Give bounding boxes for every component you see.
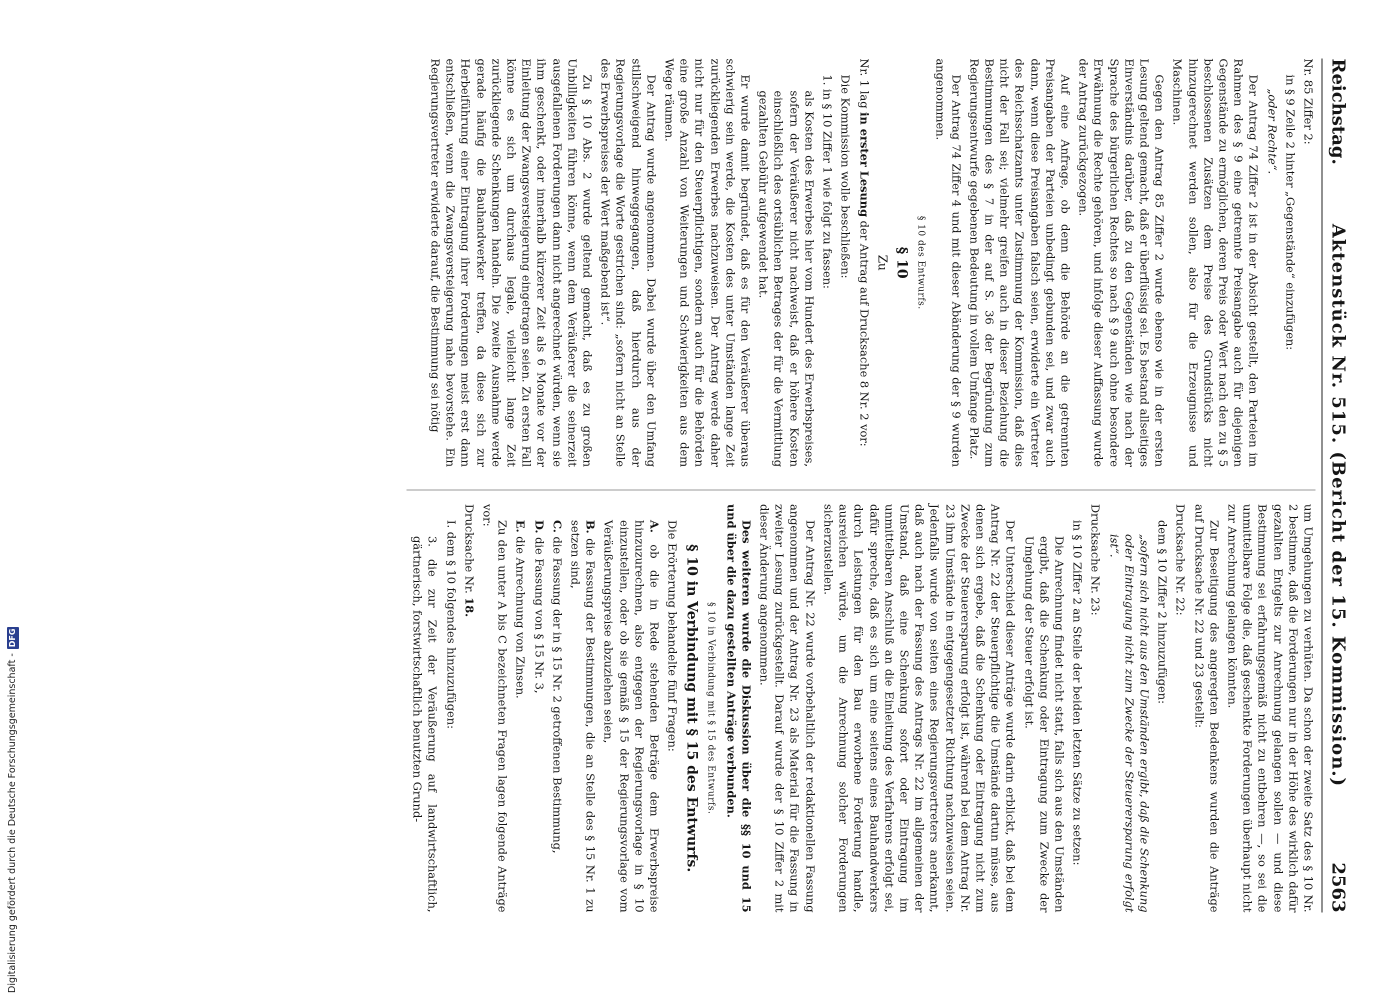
list-text: ob die in Rede stehenden Beträge dem Erwerbspreise hinzuzurechnen, also entgegen der Regierungsvorlage in § 10 einzustellen, oder ob sie gemäß § 15 der Regierungsvorlage vom Veräußerungspreise abzuziehen seien,: [601, 520, 662, 913]
paragraph: Zur Beseitigung des angeregten Bedenkens wurden die Anträge auf Drucksache Nr. 22 und 23 gestellt:: [1192, 504, 1222, 913]
dfg-logo: DFG: [8, 628, 17, 648]
list-text: die Fassung der Bestimmungen, die an Stelle des § 15 Nr. 1 zu setzen sind,: [568, 520, 598, 913]
paragraph: Die Erörterung behandelte fünf Fragen:: [665, 520, 680, 752]
section-subheading: § 10 des Entwurfs.: [915, 215, 926, 310]
left-column: [407, 59, 1316, 468]
list-text: die Anrechnung von Zinsen.: [513, 536, 528, 699]
paragraph: Die Anrechnung findet nicht statt, falls sich aus den Umständen ergibt, daß die Schenkung oder Eintragung zum Zwecke der Umgehung der Steuer erfolgt ist.: [1022, 536, 1067, 913]
document-page: [0, 1, 1383, 971]
header-center: Aktenstück Nr. 515.: [1327, 223, 1349, 445]
paragraph: Der Antrag wurde angenommen. Dabei wurde über den Umfang stillschweigend hinweggegangen, daß hierdurch aus der Regierungsvorlage die Worte gestrichen sind: „sofern nicht an Stelle des Erwerbspreises der Wert maßgebend ist“.: [598, 58, 659, 467]
paragraph: 1. in § 10 Ziffer 1 wie folgt zu fassen:: [820, 74, 835, 289]
page-number: 2563: [1327, 862, 1349, 913]
paragraph: Drucksache Nr. 23:: [1088, 504, 1103, 616]
paragraph: Der Unterschied dieser Anträge wurde darin erblickt, daß bei dem Antrag Nr. 22 der Steuerpflichtige die Umstände dartun müsse, aus denen sich ergebe, daß die Schenkung oder Eintragung nicht zum Zwecke der Steuerersparung erfolgt ist, während bei dem Antrag Nr. 23 ihm Umstände in entgegengesetzter Richtung nachzuweisen seien. Jedenfalls wurde von seiten eines Regierungsvertreters anerkannt, daß auch nach der Fassung des Antrags Nr. 22 im allgemeinen der Umstand, daß eine Schenkung sofort oder Eintragung im unmittelbaren Anschluß an die Einleitung des Verfahrens erfolgt sei, dafür spreche, daß es sich um eine seitens eines Bauhandwerkers durch Leistungen für den Bau erworbene Forderung handle, ausreichen würde, um die Anrechnung solcher Forderungen sicherzustellen.: [821, 504, 1018, 913]
list-marker: D.: [532, 520, 547, 534]
section-subheading: § 10 in Verbindung mit § 15 des Entwurfs.: [705, 602, 716, 815]
list-text: die Fassung der in § 15 Nr. 2 getroffenen Bestimmung,: [550, 536, 565, 854]
paragraph: „oder Rechte“.: [1265, 88, 1280, 175]
list-text: die Fassung von § 15 Nr. 3,: [532, 537, 547, 694]
right-column: [407, 489, 1316, 913]
section-heading: § 10: [893, 246, 910, 279]
paragraph: Zu § 10 Abs. 2 wurde geltend gemacht, daß es zu großen Unbilligkeiten führen könne, wenn dem Veräußerer die seinerzeit ausgefallenen Forderungen dann nicht angerechnet würden, wenn sie ihm geschenkt, oder innerhalb kürzerer Zeit als 6 Monate vor der Einleitung der Zwangsversteigerung eingetragen seien. Zu ersten Fall könne es sich um durchaus legale, vielleicht lange Zeit zurückliegende Schenkungen handeln. Die zweite Ausnahme werde gerade häufig die Bauhandwerker treffen, da diese sich zur Herbeiführung einer Eintragung ihrer Forderungen meist erst dann entschließen, wenn die Zwangsversteigerung nahe bevorstehe. Ein Regierungsvertreter erwiderte darauf, die Bestimmung sei nötig: [428, 58, 595, 467]
page-header: [1322, 59, 1349, 913]
paragraph: Gegen den Antrag 85 Ziffer 2 wurde ebenso wie in der ersten Lesung geltend gemacht, daß er überflüssig sei. Es bestand allseitiges Einverständnis darüber, daß zu den Gegenständen wie nach der Sprache des bürgerlichen Rechtes so nach § 9 auch ohne besondere Erwähnung die Rechte gehören, und infolge dieser Auffassung wurde der Antrag zurückgezogen.: [1076, 58, 1167, 467]
text-run: der Antrag auf Drucksache 8 Nr. 2 vor:: [857, 217, 872, 447]
paragraph: Des weiteren wurde die Diskussion über die §§ 10 und 15 und über die dazu gestellten Anträge verbunden.: [724, 504, 754, 913]
paragraph: Der Antrag Nr. 22 wurde vorbehaltlich der redaktionellen Fassung angenommen und der Antrag Nr. 23 als Material für die Fassung in zweiter Lesung zurückgestellt. Darauf wurde der § 10 Ziffer 2 mit dieser Änderung angenommen.: [757, 504, 818, 913]
paragraph: Auf eine Anfrage, ob denn die Behörde an die getrennten Preisangaben der Parteien unbedingt gebunden sei, und zwar auch dann, wenn diese Preisangaben falsch seien, erwiderte ein Vertreter des Reichsschatzamts unter Zustimmung der Kommission, daß dies nicht der Fall sei; vielmehr greifen auch in dieser Beziehung die Bestimmungen des § 7 in der auf S. 36 der Begründung zum Regierungsentwurfe gegebenen Bedeutung in vollem Umfange Platz.: [967, 58, 1073, 467]
paragraph: Er wurde damit begründet, daß es für den Veräußerer überaus schwierig sein werde, die Kosten des unter Umständen lange Zeit zurückliegenden Erwerbes nachzuweisen. Der Antrag werde daher nicht nur für den Steuerpflichtigen, sondern auch für die Behörden eine große Anzahl von Weiterungen und Schwierigkeiten aus dem Wege räumen.: [662, 58, 753, 467]
paragraph: um Umgehungen zu verhüten. Da schon der zweite Satz des § 10 Nr. 2 bestimme, daß die Forderungen nur in der Höhe des wirklich dafür gezahlten Entgelts zur Anrechnung gelangen sollen — und diese Bestimmung sei erfahrungsgemäß nicht zu entbehren —, so sei die unmittelbare Folge die, daß geschenkte Forderungen überhaupt nicht zur Anrechnung gelangen könnten.: [1225, 504, 1316, 913]
paragraph: in § 10 Ziffer 2 an Stelle der beiden letzten Sätze zu setzen:: [1070, 520, 1085, 866]
list-marker: E.: [513, 520, 528, 533]
paragraph: Der Antrag 74 Ziffer 2 ist in der Absicht gestellt, den Parteien im Rahmen des § 9 eine getrennte Preisangabe auch für diejenigen Gegenstände zu ermöglichen, deren Preis oder Wert nach den zu § 5 beschlossenen Zusätzen dem Preise des Grundstücks nicht hinzugerechnet werden sollen, also für die Erzeugnisse und Maschinen.: [1170, 58, 1261, 467]
text-columns: [407, 59, 1316, 913]
footer-text: Digitalisierung gefördert durch die Deutsche Forschungsgemeinschaft -: [7, 653, 18, 993]
list-item: [567, 504, 597, 913]
paragraph: I. dem § 10 folgendes hinzuzufügen:: [444, 520, 459, 729]
paragraph: dem § 10 Ziffer 2 hinzuzufügen:: [1155, 520, 1170, 704]
footer-text-row: [7, 13, 19, 993]
paragraph: Der Antrag 74 Ziffer 4 und mit dieser Abänderung der § 9 wurden angenommen.: [933, 58, 964, 467]
list-marker: C.: [550, 520, 565, 533]
text-run: Drucksache Nr.: [462, 504, 477, 598]
paragraph: „sofern sich nicht aus den Umständen ergibt, daß die Schenkung oder Eintragung nicht zum Zwecke der Steuerersparung erfolgt ist“.: [1107, 534, 1152, 913]
paragraph: Nr. 85 Ziffer 2:: [1301, 58, 1316, 145]
text-run-bold: in erster Lesung: [857, 112, 872, 218]
text-run: Nr. 1 lag: [857, 58, 872, 113]
paragraph: 3. die zur Zeit der Veräußerung auf landwirtschaftlich, gärtnerisch, forstwirtschaftlich benutzten Grund-: [410, 536, 440, 913]
list-item: [601, 504, 662, 913]
zu-heading: Zu: [875, 254, 890, 271]
paragraph: Drucksache Nr. 22:: [1173, 504, 1188, 616]
header-title: [1327, 169, 1349, 843]
paragraph: [461, 504, 476, 913]
digitization-footer: [8, 12, 18, 992]
list-item: [531, 504, 546, 913]
text-run-bold: 18.: [462, 597, 477, 618]
paragraph: Zu den unter A bis C bezeichneten Fragen lagen folgende Anträge vor:: [480, 504, 510, 913]
list-marker: B.: [583, 520, 598, 534]
paragraph: in § 9 Zeile 2 hinter „Gegenstände“ einzufügen:: [1283, 74, 1298, 351]
paragraph: [856, 59, 871, 468]
paragraph: als Kosten des Erwerbes hier vom Hundert des Erwerbspreises, sofern der Veräußerer nicht nachweist, daß er höhere Kosten einschließlich des ortsüblichen Betrages der für die Vermittlung gezahlten Gebühr aufgewendet hat.: [756, 90, 817, 467]
section-heading: § 10 in Verbindung mit § 15 des Entwurfs.: [683, 544, 700, 873]
list-item: [513, 504, 528, 913]
list-marker: A.: [647, 520, 662, 533]
list-item: [549, 504, 564, 913]
header-left: Reichstag.: [1327, 58, 1349, 165]
header-paren: (Bericht der 15. Kommission.): [1327, 451, 1349, 788]
paragraph: Die Kommission wolle beschließen:: [838, 74, 853, 279]
